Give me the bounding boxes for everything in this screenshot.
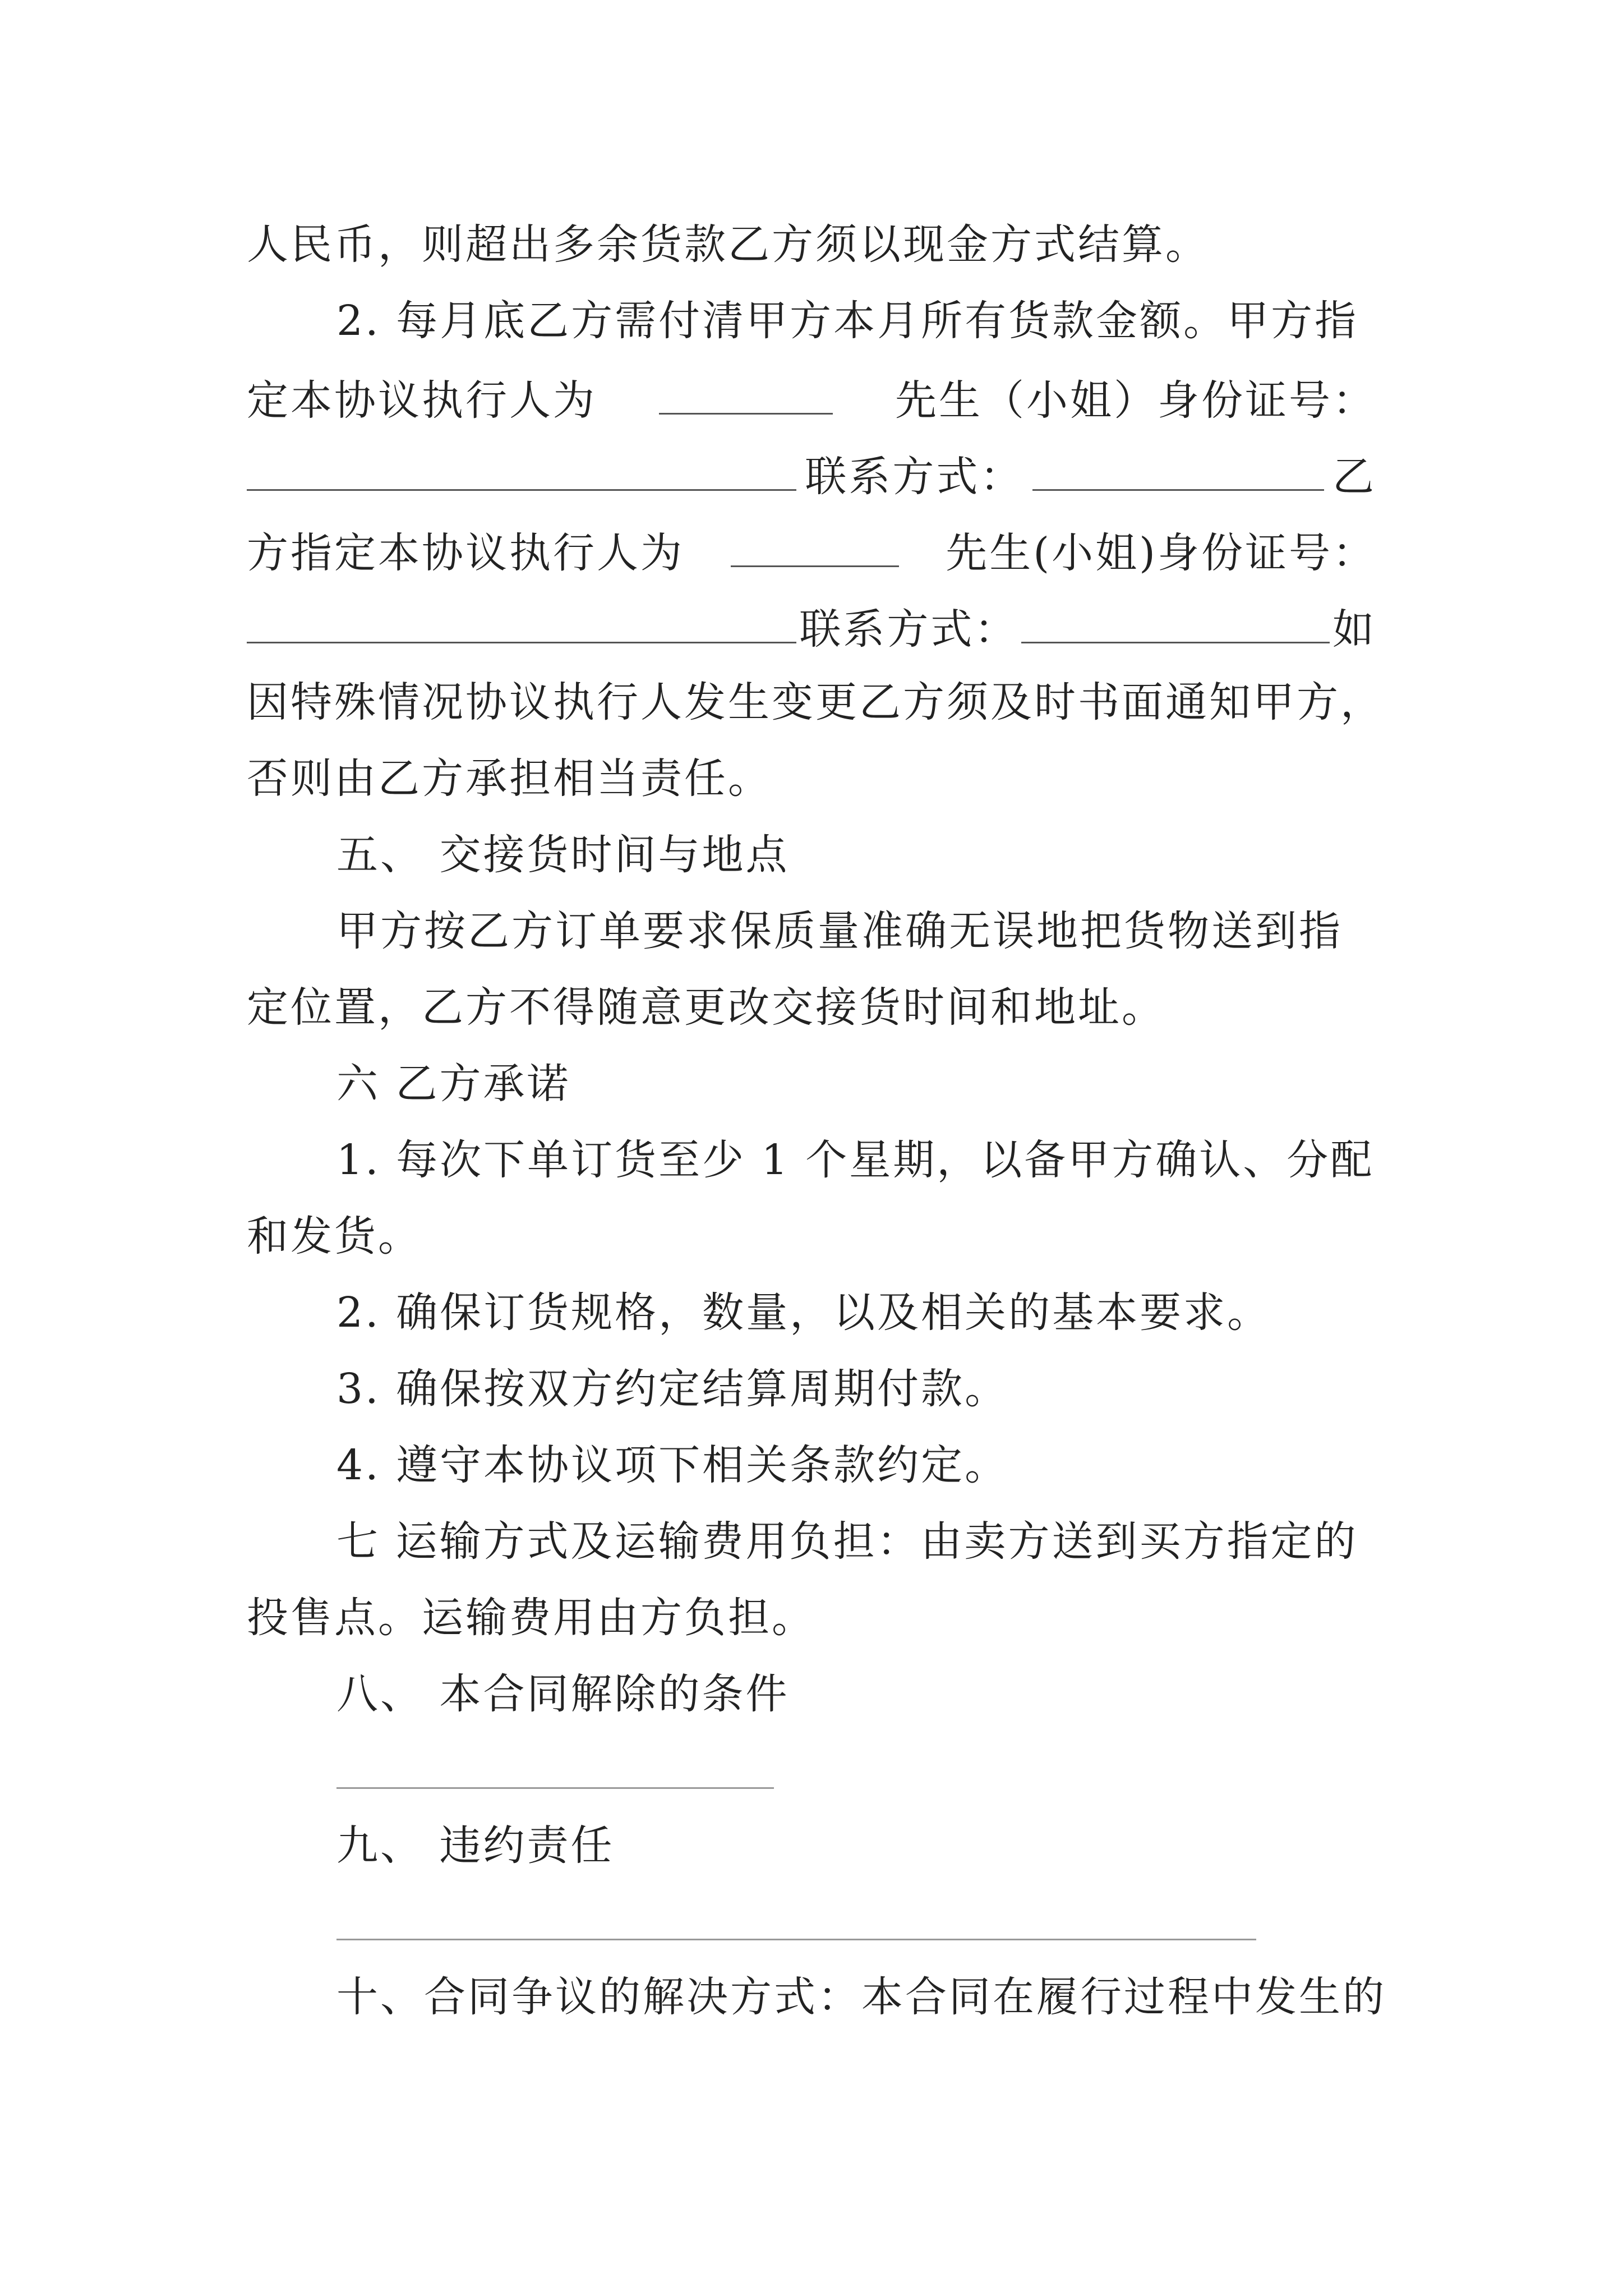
text-fragment: 联系方式： xyxy=(805,453,1024,501)
executor-name-blank xyxy=(731,523,899,567)
text-line: 人民币，则超出多余货款乙方须以现金方式结算。 xyxy=(247,220,1209,269)
list-item: 1. 每次下单订货至少 1 个星期，以备甲方确认、分配 xyxy=(336,1136,1375,1184)
text-line: 2. 每月底乙方需付清甲方本月所有货款金额。甲方指 xyxy=(336,297,1359,345)
list-item: 4. 遵守本协议项下相关条款约定。 xyxy=(336,1441,1009,1489)
text-fragment: 先生（小姐）身份证号： xyxy=(895,376,1376,425)
contact-line-party-b xyxy=(247,599,1376,653)
text-line: 和发货。 xyxy=(247,1212,422,1260)
list-item: 3. 确保按双方约定结算周期付款。 xyxy=(336,1365,1009,1413)
text-line: 定位置，乙方不得随意更改交接货时间和地址。 xyxy=(247,983,1165,1032)
section-heading: 五、 交接货时间与地点 xyxy=(336,831,790,879)
contact-blank xyxy=(1021,599,1330,643)
fill-in-blank-line xyxy=(336,1939,1256,1940)
text-fragment: 乙 xyxy=(1332,453,1376,501)
section-heading: 九、 违约责任 xyxy=(336,1821,615,1870)
executor-name-blank xyxy=(659,370,833,415)
text-fragment: 联系方式： xyxy=(799,605,1018,654)
text-line: 因特殊情况协议执行人发生变更乙方须及时书面通知甲方， xyxy=(247,678,1384,726)
id-number-blank xyxy=(247,447,796,491)
text-fragment: 方指定本协议执行人为 xyxy=(247,529,684,577)
text-fragment: 先生(小姐)身份证号： xyxy=(946,529,1376,577)
section-heading: 十、合同争议的解决方式：本合同在履行过程中发生的 xyxy=(336,1973,1386,2021)
executor-line-party-b xyxy=(247,523,1376,577)
contact-blank xyxy=(1032,447,1324,491)
id-number-blank xyxy=(247,599,796,643)
fill-in-blank-line xyxy=(336,1787,774,1789)
executor-line-party-a xyxy=(247,370,1376,424)
section-heading: 六 乙方承诺 xyxy=(336,1060,571,1108)
section-heading: 八、 本合同解除的条件 xyxy=(336,1670,790,1718)
list-item: 2. 确保订货规格，数量，以及相关的基本要求。 xyxy=(336,1289,1271,1337)
section-heading: 七 运输方式及运输费用负担：由卖方送到买方指定的 xyxy=(336,1517,1358,1566)
text-fragment: 定本协议执行人为 xyxy=(247,376,597,425)
contact-line-party-a xyxy=(247,447,1376,500)
text-line: 否则由乙方承担相当责任。 xyxy=(247,754,772,803)
text-line: 投售点。运输费用由方负担。 xyxy=(247,1594,815,1642)
text-line: 甲方按乙方订单要求保质量准确无误地把货物送到指 xyxy=(336,907,1343,955)
text-fragment: 如 xyxy=(1332,605,1376,654)
